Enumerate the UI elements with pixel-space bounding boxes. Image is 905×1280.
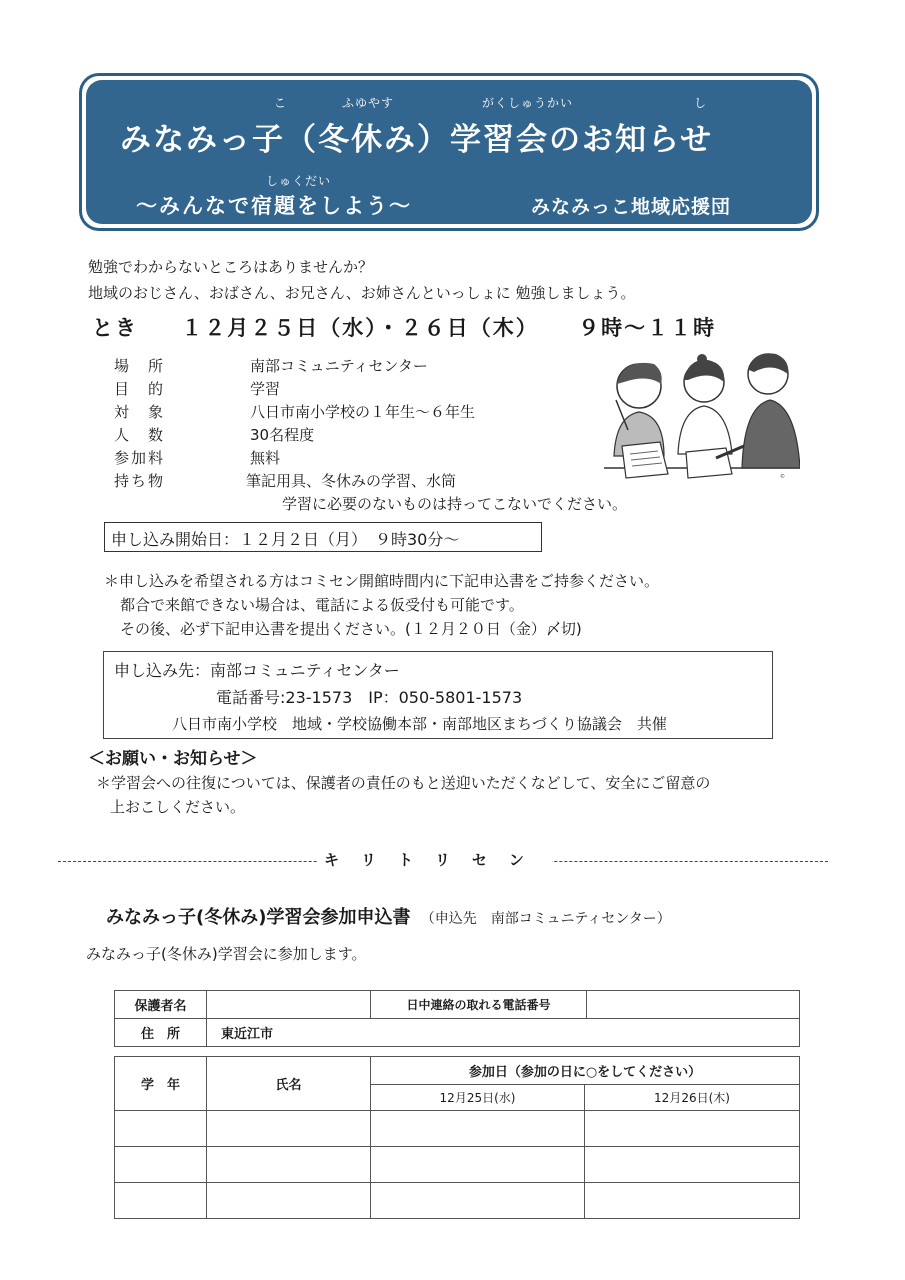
table-row bbox=[115, 1183, 800, 1219]
details-note: 学習に必要のないものは持ってこないでください。 bbox=[282, 495, 628, 513]
participant-table bbox=[114, 1056, 800, 1219]
detail-label-fee: 参加料 bbox=[114, 449, 166, 467]
day1-field[interactable] bbox=[371, 1111, 585, 1147]
detail-label-place: 場 所 bbox=[114, 357, 166, 375]
table-row bbox=[115, 1147, 800, 1183]
guardian-label: 保護者名 bbox=[115, 991, 207, 1019]
day2-field[interactable] bbox=[585, 1147, 800, 1183]
table-row bbox=[115, 1111, 800, 1147]
schedule-dates: １２月２５日（水）・２６日（木） bbox=[181, 316, 539, 340]
participation-days-label: 参加日（参加の日に○をしてください） bbox=[371, 1057, 800, 1085]
detail-value-items: 筆記用具、冬休みの学習、水筒 bbox=[246, 472, 457, 490]
name-label: 氏名 bbox=[207, 1057, 371, 1111]
day1-field[interactable] bbox=[371, 1147, 585, 1183]
ruby-gakushuukai: がくしゅうかい bbox=[482, 96, 574, 110]
contact-label: 申し込み先：南部コミュニティセンター bbox=[114, 661, 400, 680]
student-name-field[interactable] bbox=[207, 1111, 371, 1147]
note-line-3: その後、必ず下記申込書を提出ください。(１２月２０日（金）〆切) bbox=[120, 620, 582, 638]
contact-box bbox=[103, 651, 773, 739]
day1-label: 12月25日(水) bbox=[371, 1085, 585, 1111]
guardian-table bbox=[114, 990, 800, 1047]
address-label: 住 所 bbox=[115, 1019, 207, 1047]
grade-field[interactable] bbox=[115, 1183, 207, 1219]
form-title-note: （申込先 南部コミュニティセンター） bbox=[420, 911, 671, 927]
cut-line-text: キリトリセン bbox=[318, 849, 552, 870]
form-title bbox=[106, 903, 671, 929]
detail-value-purpose: 学習 bbox=[250, 380, 281, 398]
day2-label: 12月26日(木) bbox=[585, 1085, 800, 1111]
detail-label-target: 対 象 bbox=[114, 403, 166, 421]
day1-field[interactable] bbox=[371, 1183, 585, 1219]
grade-field[interactable] bbox=[115, 1111, 207, 1147]
schedule-label: とき bbox=[92, 316, 138, 340]
contact-sponsors: 八日市南小学校 地域・学校協働本部・南部地区まちづくり協議会 共催 bbox=[172, 715, 667, 733]
daytime-phone-label: 日中連絡の取れる電話番号 bbox=[371, 991, 587, 1019]
student-name-field[interactable] bbox=[207, 1147, 371, 1183]
students-illustration bbox=[604, 346, 800, 482]
schedule-line bbox=[92, 312, 716, 342]
request-line-1: ＊学習会への往復については、保護者の責任のもと送迎いただくなどして、安全にご留意の bbox=[96, 774, 711, 792]
request-heading: ＜お願い・お知らせ＞ bbox=[88, 749, 258, 769]
organization-name: みなみっこ地域応援団 bbox=[531, 196, 732, 218]
note-line-2: 都合で来館できない場合は、電話による仮受付も可能です。 bbox=[120, 596, 524, 614]
student-name-field[interactable] bbox=[207, 1183, 371, 1219]
ruby-shi: し bbox=[694, 96, 708, 110]
ruby-ko: こ bbox=[274, 96, 288, 110]
intro-line-1: 勉強でわからないところはありませんか？ bbox=[88, 258, 374, 276]
ruby-fuyuyasu: ふゆやす bbox=[342, 96, 395, 110]
schedule-time: ９時～１１時 bbox=[578, 316, 717, 340]
page-subtitle: ～みんなで宿題をしよう～ bbox=[136, 194, 412, 218]
detail-label-capacity: 人 数 bbox=[114, 426, 166, 444]
detail-value-fee: 無料 bbox=[250, 449, 281, 467]
form-statement: みなみっ子(冬休み)学習会に参加します。 bbox=[86, 945, 367, 963]
header-banner bbox=[79, 73, 819, 231]
day2-field[interactable] bbox=[585, 1111, 800, 1147]
note-line-1: ＊申し込みを希望される方はコミセン開館時間内に下記申込書をご持参ください。 bbox=[104, 572, 660, 590]
page-title: みなみっ子（冬休み）学習会のお知らせ bbox=[120, 122, 714, 158]
guardian-name-field[interactable] bbox=[207, 991, 371, 1019]
detail-label-purpose: 目 的 bbox=[114, 380, 166, 398]
day2-field[interactable] bbox=[585, 1183, 800, 1219]
svg-text:©: © bbox=[780, 474, 785, 480]
intro-line-2: 地域のおじさん、おばさん、お兄さん、お姉さんといっしょに 勉強しましょう。 bbox=[88, 284, 636, 302]
address-field[interactable]: 東近江市 bbox=[207, 1019, 800, 1047]
grade-label: 学 年 bbox=[115, 1057, 207, 1111]
ruby-shukudai: しゅくだい bbox=[266, 174, 332, 188]
request-line-2: 上おこしください。 bbox=[110, 798, 246, 816]
detail-value-target: 八日市南小学校の１年生～６年生 bbox=[250, 403, 476, 421]
form-title-main: みなみっ子(冬休み)学習会参加申込書 bbox=[106, 907, 411, 928]
daytime-phone-field[interactable] bbox=[587, 991, 800, 1019]
grade-field[interactable] bbox=[115, 1147, 207, 1183]
detail-label-items: 持ち物 bbox=[114, 472, 166, 490]
application-start-box: 申し込み開始日：１２月２日（月） ９時30分～ bbox=[104, 522, 542, 552]
detail-value-place: 南部コミュニティセンター bbox=[250, 357, 428, 375]
contact-phone: 電話番号:23-1573 IP：050-5801-1573 bbox=[216, 688, 523, 707]
detail-value-capacity: 30名程度 bbox=[250, 426, 315, 444]
header-banner-inner bbox=[86, 80, 812, 224]
